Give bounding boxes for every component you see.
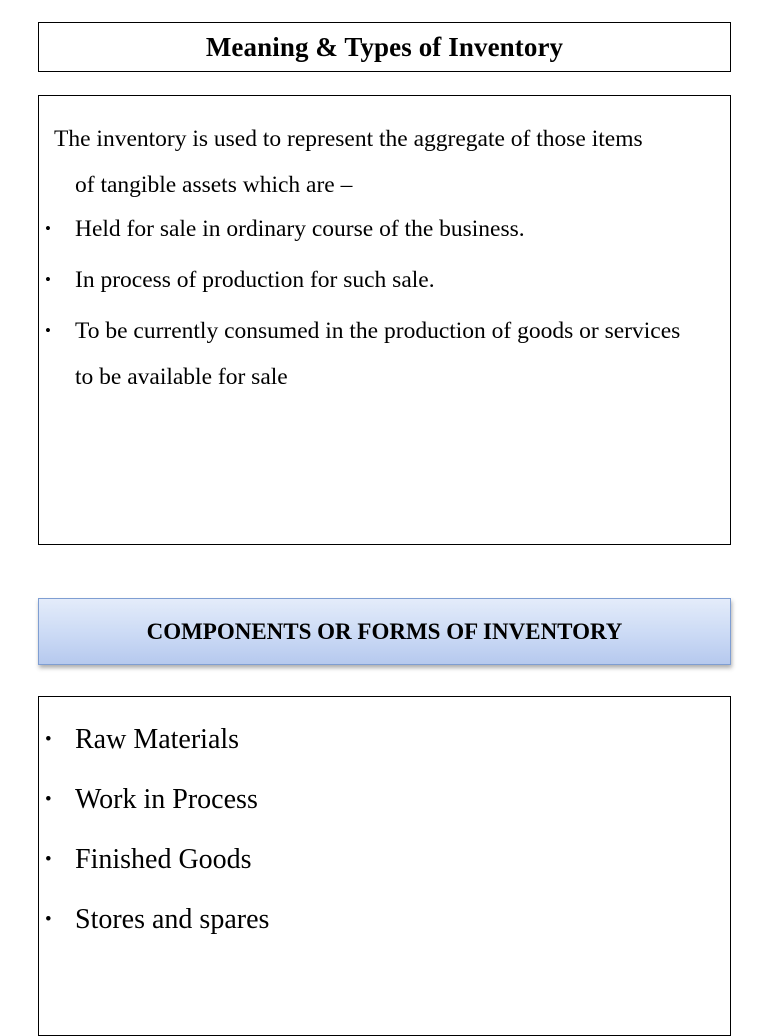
bullet-icon: • xyxy=(45,909,52,930)
list-item xyxy=(39,835,269,885)
components-box xyxy=(38,696,731,1036)
list-item xyxy=(39,775,269,825)
list-item-text: Work in Process xyxy=(75,784,258,815)
list-item xyxy=(39,308,699,400)
meaning-bullet-list xyxy=(39,206,699,405)
list-item-text: Held for sale in ordinary course of the business. xyxy=(75,216,525,242)
bullet-icon: • xyxy=(45,321,51,340)
meaning-intro-line-2: of tangible assets which are – xyxy=(75,172,353,198)
list-item xyxy=(39,715,269,765)
list-item-text: Finished Goods xyxy=(75,844,252,875)
components-heading: COMPONENTS OR FORMS OF INVENTORY xyxy=(146,618,623,644)
bullet-icon: • xyxy=(45,219,51,238)
bullet-icon: • xyxy=(45,789,52,810)
bullet-icon: • xyxy=(45,849,52,870)
page-title: Meaning & Types of Inventory xyxy=(205,31,564,62)
title-box xyxy=(38,22,731,72)
bullet-icon: • xyxy=(45,270,51,289)
list-item-text: To be currently consumed in the production of goods or services to be available for sale xyxy=(75,318,681,390)
list-item xyxy=(39,895,269,945)
meaning-box xyxy=(38,95,731,545)
list-item-text: Stores and spares xyxy=(75,904,270,935)
list-item xyxy=(39,206,699,252)
list-item-text: Raw Materials xyxy=(75,724,240,755)
meaning-intro-line-1: The inventory is used to represent the aggregate of those items xyxy=(54,126,643,152)
list-item-text: In process of production for such sale. xyxy=(75,267,435,293)
meaning-intro xyxy=(54,116,714,208)
bullet-icon: • xyxy=(45,729,52,750)
list-item xyxy=(39,257,699,303)
components-bullet-list xyxy=(39,715,269,955)
components-banner xyxy=(38,598,731,665)
